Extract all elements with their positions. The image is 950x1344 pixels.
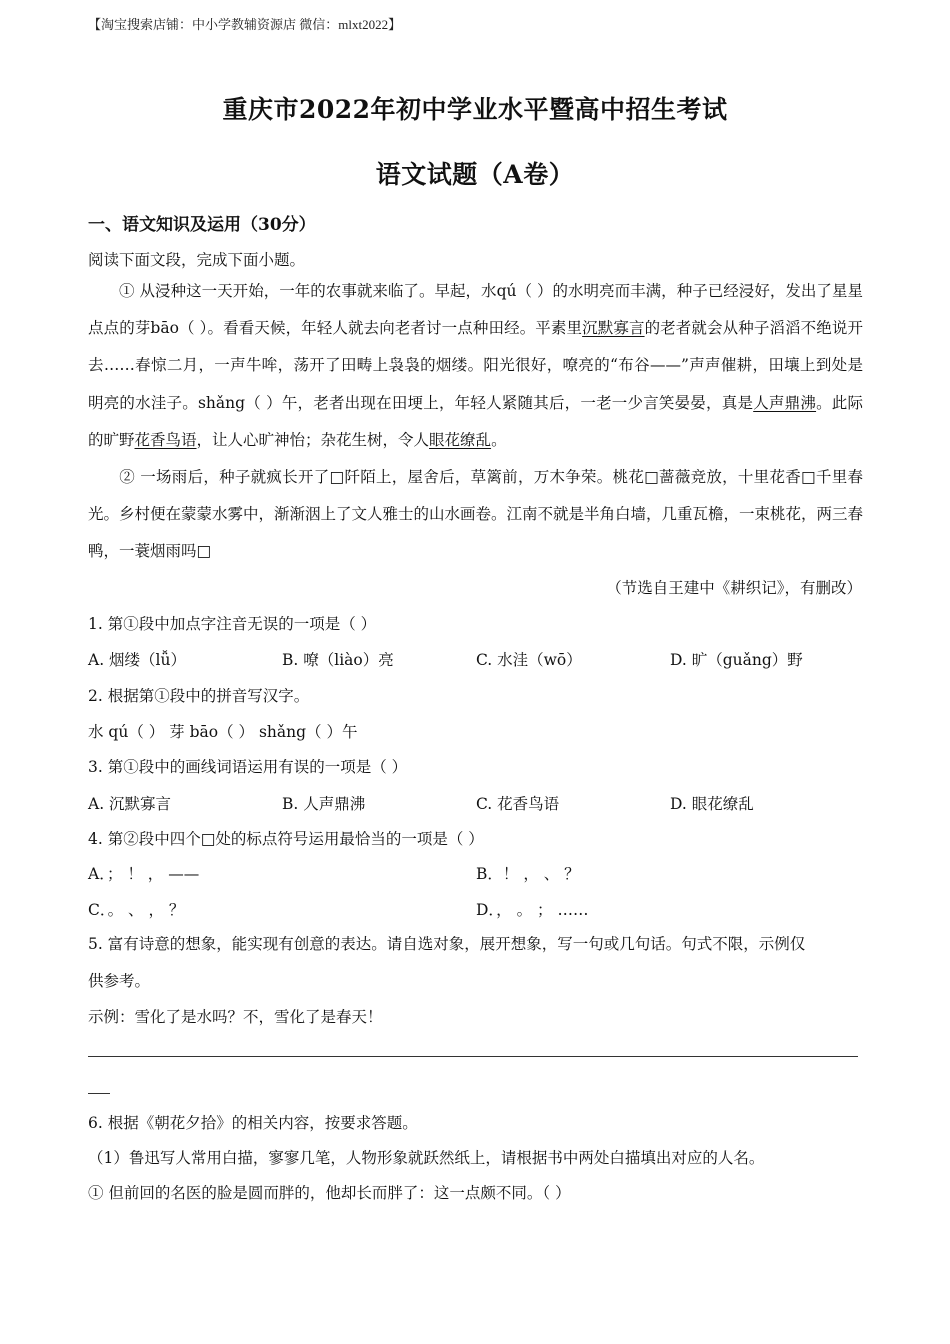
question-6-sub1: （1）鲁迅写人常用白描，寥寥几笔，人物形象就跃然纸上，请根据书中两处白描填出对应的人名。 — [88, 1149, 765, 1167]
question-5-stem: 5. 富有诗意的想象，能实现有创意的表达。请自选对象，展开想象，写一句或几句话。句式不限，示例仅 — [88, 935, 806, 953]
question-1-option-d: D. 旷（guǎng）野 — [670, 651, 803, 669]
question-4-stem: 4. 第②段中四个□处的标点符号运用最恰当的一项是（ ） — [88, 830, 484, 848]
question-1-option-a: A. 烟缕（lǚ） — [88, 651, 186, 669]
paragraph-text: 一场雨后，种子就疯长开了□阡陌上，屋舍后，草篱前，万木争荣。桃花□蔷薇竞放，十里花香□千里春光。乡村便在蒙蒙水雾中，渐渐洇上了文人雅士的山水画卷。江南不就是半角白墙，几重瓦檐，一束桃花，两三春鸭，一蓑烟雨吗□ — [88, 468, 864, 561]
question-2-stem: 2. 根据第①段中的拼音写汉字。 — [88, 687, 310, 705]
paragraph-text: 从浸种这一天开始，一年的农事就来临了。早起，水qú（ ）的水明亮而丰满，种子已经浸好，发出了星星点点的芽bāo（ ）。看看天候，年轻人就去向老者讨一点种田经。平素里 — [88, 282, 863, 338]
question-1-option-b: B. 嘹（liào）亮 — [282, 651, 394, 669]
question-3-option-a: A. 沉默寡言 — [88, 795, 172, 813]
section-heading: 一、语文知识及运用（30分） — [88, 215, 316, 235]
paragraph-number: ② — [119, 468, 136, 486]
question-6-item1: ① 但前回的名医的脸是圆而胖的，他却长而胖了：这一点颇不同。（ ） — [88, 1184, 571, 1202]
paragraph-text: 的老者就会从种子滔滔不绝说开去……春惊二月，一声牛哞，荡开了田畴上袅袅的烟缕。阳光很好，嘹亮的“布谷——”声声催耕，田壤上到处是明亮的水洼子。shǎng（ ）午，老者出现在田埂上，年轻人紧随其后，一老一少言笑晏晏，真是 — [88, 319, 863, 412]
underlined-word: 眼花缭乱 — [429, 430, 492, 449]
paragraph-text: 。 — [491, 430, 507, 449]
question-3-option-d: D. 眼花缭乱 — [670, 795, 754, 813]
question-4-option-d: D．， 。 ； …… — [476, 901, 589, 919]
question-5-stem-cont: 供参考。 — [88, 972, 151, 990]
question-4-option-a: A．； ！ ， —— — [88, 865, 200, 883]
answer-line[interactable] — [88, 1056, 858, 1057]
paragraph-1 — [88, 273, 863, 459]
question-3-option-c: C. 花香鸟语 — [476, 795, 560, 813]
underlined-word: 花香鸟语 — [134, 430, 197, 449]
reading-intro: 阅读下面文段，完成下面小题。 — [88, 251, 306, 269]
paragraph-number: ① — [119, 282, 135, 300]
question-1-stem: 1. 第①段中加点字注音无误的一项是（ ） — [88, 615, 377, 633]
source-note: （节选自王建中《耕织记》，有删改） — [606, 579, 862, 597]
question-4-option-c: C．。 、 ， ？ — [88, 901, 185, 919]
question-1-option-c: C. 水洼（wō） — [476, 651, 582, 669]
underlined-word: 人声鼎沸 — [753, 393, 817, 412]
question-6-stem: 6. 根据《朝花夕拾》的相关内容，按要求答题。 — [88, 1114, 418, 1132]
answer-line-end — [88, 1093, 110, 1094]
shop-header: 【淘宝搜索店铺：中小学教辅资源店 微信：mlxt2022】 — [88, 17, 402, 32]
exam-title: 重庆市2022年初中学业水平暨高中招生考试 — [222, 95, 728, 124]
question-5-example: 示例：雪化了是水吗？不，雪化了是春天！ — [88, 1008, 383, 1026]
paragraph-text: ，让人心旷神怡；杂花生树，令人 — [196, 430, 430, 449]
question-3-option-b: B. 人声鼎沸 — [282, 795, 366, 813]
question-3-stem: 3. 第①段中的画线词语运用有误的一项是（ ） — [88, 758, 408, 776]
paragraph-text: 。此际的旷野 — [88, 393, 863, 449]
question-4-option-b: B．！ ， 、 ？ — [476, 865, 580, 883]
exam-subtitle: 语文试题（A卷） — [375, 160, 575, 189]
underlined-word: 沉默寡言 — [582, 319, 645, 338]
paragraph-2 — [88, 459, 863, 571]
question-2-blanks: 水 qú（ ） 芽 bāo（ ） shǎng（ ）午 — [88, 723, 358, 741]
